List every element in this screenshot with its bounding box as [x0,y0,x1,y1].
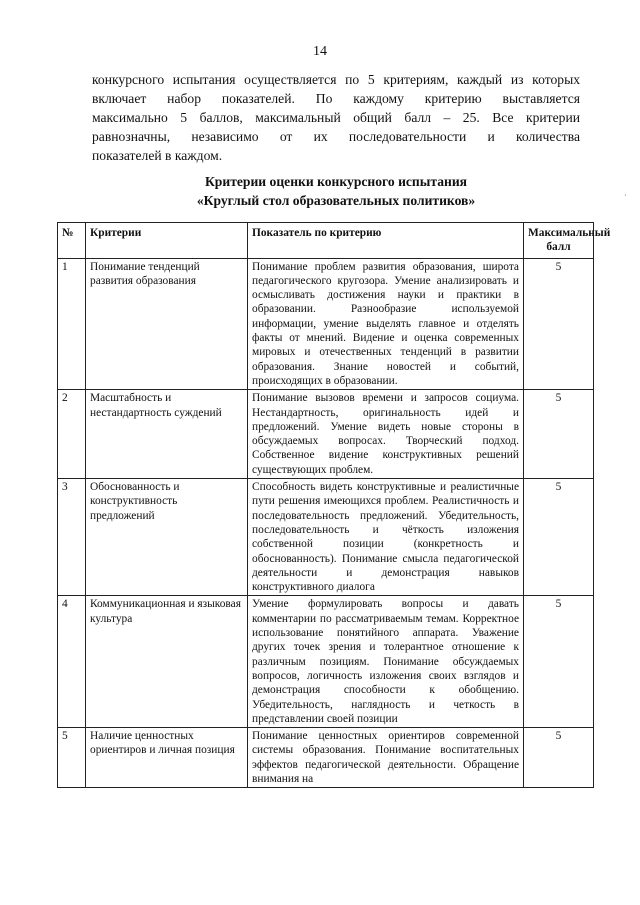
page-number: 14 [313,44,327,59]
intro-paragraph [92,70,580,165]
row-number: 4 [58,596,86,728]
row-indicator: Способность видеть конструктивные и реалистичные пути решения имеющихся проблем. Реалистичность и последовательность предложений. Убедительность, последовательность и чёткость изложения собственной позиции (конкретность и обоснованность). Понимание смысла педагогической деятельности и демонстрация навыков конструктивного диалога [248,479,524,596]
row-score: 5 [524,258,594,390]
table-row [58,596,594,728]
header-max-score: Максимальный балл [524,223,594,259]
row-criterion: Наличие ценностных ориентиров и личная позиция [86,728,248,788]
row-number: 5 [58,728,86,788]
intro-line: показателей в каждом. [92,148,223,163]
intro-line: включает набор показателей. По каждому критерию выставляется [92,91,580,106]
row-score: 5 [524,390,594,479]
header-number: № [58,223,86,259]
intro-line: максимально 5 баллов, максимальный общий балл – 25. Все критерии [92,110,580,125]
heading-line-2: «Круглый стол образовательных политиков» [196,193,476,208]
header-indicator: Показатель по критерию [248,223,524,259]
criteria-table [57,222,611,788]
table-row [58,728,594,788]
margin-mark: · [624,191,627,200]
row-indicator: Умение формулировать вопросы и давать комментарии по рассматриваемым темам. Корректное использование понятийного аппарата. Уважение других точек зрения и толерантное отношение к различным позициям. Понимание обсуждаемых вопросов, логичность изложения своих взглядов и демонстрация способности к обобщению. Убедительность, наглядность и четкость в представлении своей позиции [248,596,524,728]
intro-line: равнозначны, независимо от их последовательности и количества [92,129,580,144]
row-score: 5 [524,596,594,728]
table-row [58,390,594,479]
header-criterion: Критерии [86,223,248,259]
row-score: 5 [524,728,594,788]
row-number: 1 [58,258,86,390]
row-criterion: Обоснованность и конструктивность предложений [86,479,248,596]
row-score: 5 [524,479,594,596]
row-indicator: Понимание вызовов времени и запросов социума. Нестандартность, оригинальность идей и предложений. Умение видеть новые стороны в обсуждаемых вопросах. Творческий подход. Собственное видение конструктивных решений существующих проблем. [248,390,524,479]
table-row [58,479,594,596]
table-heading [92,172,580,210]
row-number: 3 [58,479,86,596]
heading-line-1: Критерии оценки конкурсного испытания [204,174,468,189]
row-indicator: Понимание ценностных ориентиров современной системы образования. Понимание воспитательных эффектов педагогической деятельности. Обращение внимания на [248,728,524,788]
table-row [58,258,594,390]
page-bottom-margin [0,842,640,905]
row-indicator: Понимание проблем развития образования, широта педагогического кругозора. Умение анализировать и осмысливать достижения науки и практики в образовании. Разнообразие используемой информации, умение выделять главное и отделять факты от мнений. Видение и оценка современных мировых и отечественных тенденций в развитии образования. Знание новостей и событий, происходящих в образовании. [248,258,524,390]
table-header-row [58,223,594,259]
row-criterion: Понимание тенденций развития образования [86,258,248,390]
row-number: 2 [58,390,86,479]
intro-line: конкурсного испытания осуществляется по 5 критериям, каждый из которых [92,72,580,87]
row-criterion: Масштабность и нестандартность суждений [86,390,248,479]
row-criterion: Коммуникационная и языковая культура [86,596,248,728]
